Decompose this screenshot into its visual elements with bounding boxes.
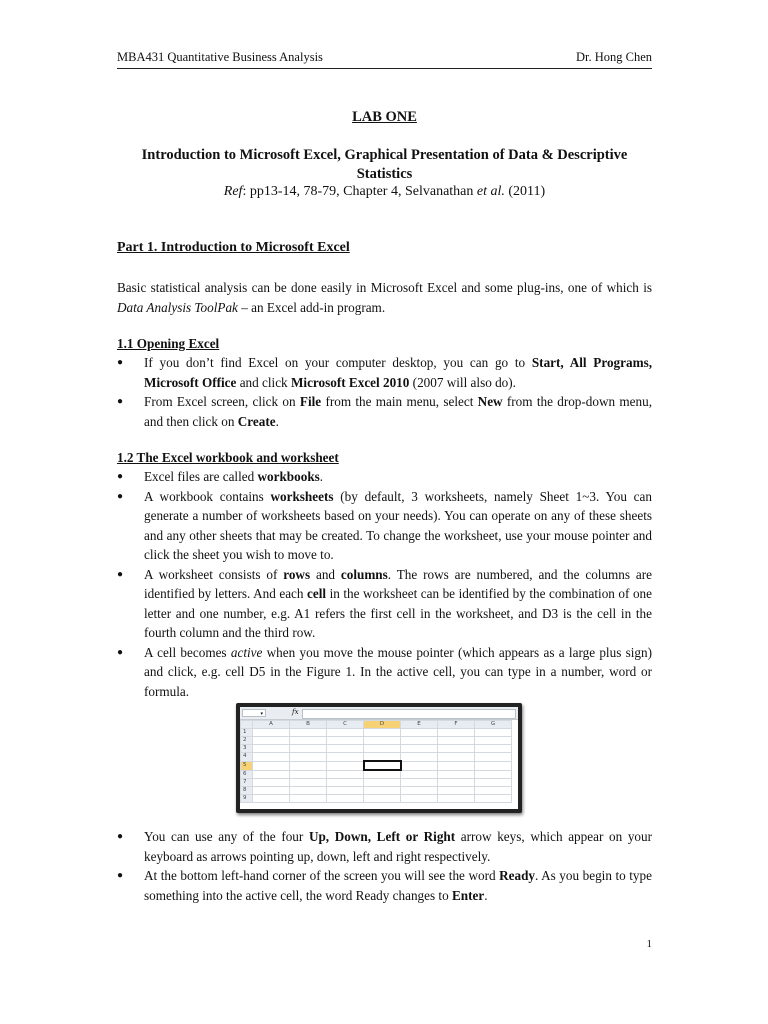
grid-cell [253,770,290,779]
grid-cell [401,737,438,745]
grid-cell [438,779,475,787]
grid-row [241,745,512,753]
ref-year: (2011) [504,184,546,199]
section-1-1-list [117,353,652,431]
row-header-1: 1 [241,729,253,737]
grid-cell [401,795,438,803]
grid-row [241,787,512,795]
grid-cell [290,729,327,737]
column-header-a: A [253,721,290,729]
grid-cell [364,787,401,795]
grid-cell [475,779,512,787]
grid-cell [475,745,512,753]
grid-cell [364,737,401,745]
grid-cell [253,761,290,770]
grid-cell [290,787,327,795]
grid-cell [253,745,290,753]
grid-row [241,761,512,770]
excel-screenshot-figure [236,703,522,813]
author-name: Dr. Hong Chen [575,50,652,64]
fx-icon: fx [292,708,299,716]
ref-etal: et al. [476,184,505,199]
grid-cell [253,737,290,745]
list-item: ● A worksheet consists of rows and columns. The rows are numbered, and the columns are identified by letters. And each cell in the worksheet can be identified by the combination of one letter and one number, e.g. A1 refers the first cell in the worksheet, and D3 is the cell in the fourth column and the third row. [117,566,652,640]
part1-heading: Part 1. Introduction to Microsoft Excel [117,240,350,255]
list-item: ● If you don’t find Excel on your computer desktop, you can go to Start, All Programs, Microsoft Office and click Microsoft Excel 2010 (2007 will also do). [117,355,652,390]
grid-cell [475,729,512,737]
grid-cell [327,770,364,779]
ref-label: Ref [223,184,243,199]
grid-cell [364,779,401,787]
grid-cell [290,795,327,803]
name-box: ▾ [242,709,266,717]
row-header-8: 8 [241,787,253,795]
list-item: ● A cell becomes active when you move the mouse pointer (which appears as a large plus sign) and click, e.g. cell D5 in the Figure 1. In the active cell, you can type in a number, word or formula. [117,644,653,699]
bullet-icon: ● [117,396,124,407]
column-header-g: G [475,721,512,729]
formula-input [302,709,516,719]
grid-cell [475,770,512,779]
grid-cell [364,745,401,753]
grid-cell [475,737,512,745]
grid-cell [253,753,290,762]
grid-row [241,779,512,787]
list-item: ● From Excel screen, click on File from the main menu, select New from the drop-down menu, and then click on Create. [117,394,652,429]
grid-cell [438,737,475,745]
arrow-keys-list [117,827,652,905]
section-1-2-list [117,467,652,701]
grid-cell [290,779,327,787]
running-header [117,50,652,69]
row-header-9: 9 [241,795,253,803]
column-header-c: C [327,721,364,729]
active-cell [364,761,401,770]
course-title: MBA431 Quantitative Business Analysis [117,50,323,64]
grid-cell [327,795,364,803]
grid-row [241,753,512,762]
grid-cell [438,729,475,737]
grid-row [241,770,512,779]
grid-cell [401,770,438,779]
grid-cell [327,779,364,787]
list-item: ● A workbook contains worksheets (by default, 3 worksheets, namely Sheet 1~3. You can generate a number of worksheets based on your needs). You can operate on any of these sheets and any other sheets that may be created. To change the worksheet, use your mouse pointer and click the sheet you wish to move to. [117,488,652,562]
grid-row [241,795,512,803]
grid-cell [401,761,438,770]
section-1-2-heading: 1.2 The Excel workbook and worksheet [117,450,339,465]
grid-cell [364,753,401,762]
grid-cell [401,729,438,737]
grid-cell [438,795,475,803]
row-header-4: 4 [241,753,253,762]
grid-cell [438,787,475,795]
grid-cell [290,745,327,753]
grid-cell [401,779,438,787]
document-title: Introduction to Microsoft Excel, Graphical Presentation of Data & Descriptive Statistics [141,147,628,182]
list-item: ● At the bottom left-hand corner of the screen you will see the word Ready. As you begin to type something into the active cell, the word Ready changes to Enter. [117,868,652,903]
row-header-3: 3 [241,745,253,753]
bullet-icon: ● [117,568,124,580]
list-item: ● You can use any of the four Up, Down, Left or Right arrow keys, which appear on your keyboard as arrows pointing up, down, left and right respectively. [117,829,653,864]
bullet-icon: ● [117,490,124,502]
grid-cell [401,787,438,795]
grid-cell [327,753,364,762]
column-header-b: B [290,721,327,729]
grid-row [241,729,512,737]
grid-cell [401,753,438,762]
section-1-1-heading: 1.1 Opening Excel [117,336,220,351]
grid-cell [364,770,401,779]
select-all-corner [241,721,253,729]
row-header-7: 7 [241,779,253,787]
grid-cell [438,745,475,753]
grid-cell [253,729,290,737]
grid-cell [327,729,364,737]
worksheet-grid [240,720,512,803]
grid-cell [253,787,290,795]
lab-title: LAB ONE [352,109,417,125]
bullet-icon: ● [117,471,124,482]
column-header-f: F [438,721,475,729]
grid-cell [364,729,401,737]
bullet-icon: ● [117,870,124,881]
toolpak-name: Data Analysis ToolPak [117,299,238,315]
grid-cell [475,753,512,762]
reference-line [117,184,652,200]
grid-cell [290,770,327,779]
grid-cell [475,787,512,795]
ref-pages: : pp13-14, 78-79, Chapter 4, Selvanathan [242,184,477,199]
bullet-icon: ● [117,357,124,368]
row-header-6: 6 [241,770,253,779]
column-header-row [241,721,512,729]
grid-cell [327,745,364,753]
grid-cell [401,745,438,753]
grid-cell [290,737,327,745]
part1-intro: Basic statistical analysis can be done easily in Microsoft Excel and some plug-ins, one of which is Data Analysis ToolPak – an Excel add-in program. [117,280,652,315]
grid-cell [475,761,512,770]
grid-cell [364,795,401,803]
grid-cell [327,737,364,745]
grid-cell [438,770,475,779]
grid-cell [290,761,327,770]
grid-row [241,737,512,745]
excel-window [240,707,518,809]
grid-cell [253,795,290,803]
formula-bar [240,707,518,720]
page-number: 1 [646,938,652,950]
grid-cell [438,753,475,762]
grid-cell [290,753,327,762]
grid-cell [327,787,364,795]
bullet-icon: ● [117,831,124,842]
row-header-2: 2 [241,737,253,745]
bullet-icon: ● [117,646,124,658]
column-header-d: D [364,721,401,729]
column-header-e: E [401,721,438,729]
grid-cell [327,761,364,770]
grid-cell [475,795,512,803]
grid-cell [253,779,290,787]
grid-cell [438,761,475,770]
row-header-5: 5 [241,761,253,770]
list-item: ● Excel files are called workbooks. [117,467,652,487]
